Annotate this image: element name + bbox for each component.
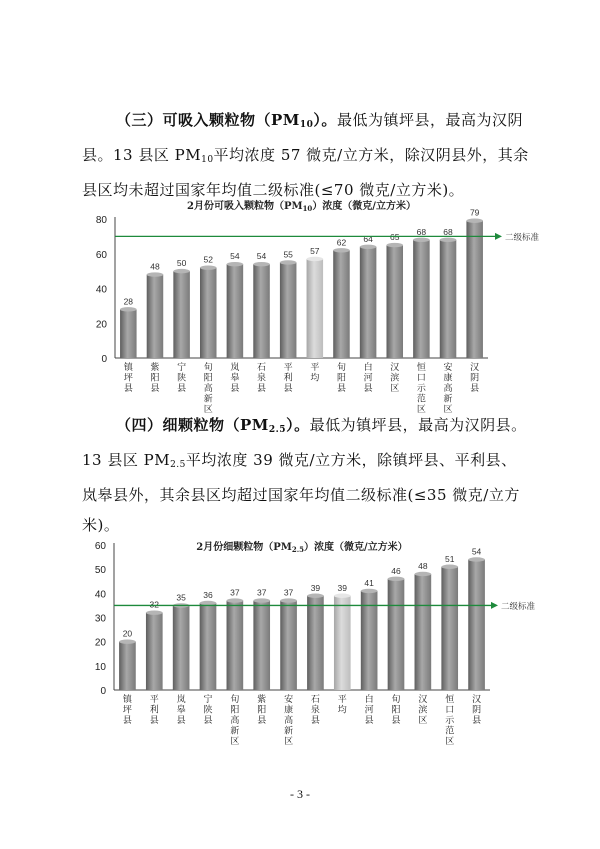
- category-label: 白河县: [363, 363, 373, 394]
- category-label: 镇坪县: [122, 695, 132, 726]
- data-label: 36: [203, 590, 213, 600]
- bar: [468, 560, 485, 691]
- bar: [280, 262, 297, 358]
- category-label: 紫阳县: [257, 695, 267, 726]
- bar: [200, 603, 217, 690]
- data-label: 41: [364, 577, 374, 588]
- section3-text3: 平均浓度 57 微克/立方米，除汉阴县外，其余县区均未超过国家年均值二级标准(≤70 微克/立方米)。: [82, 146, 529, 199]
- bar: [146, 613, 163, 690]
- category-label: 汉滨区: [390, 363, 400, 394]
- bar: [386, 245, 403, 358]
- category-label: 安康高新区: [284, 695, 294, 747]
- data-label: 48: [418, 561, 428, 571]
- chart-title: 2月份可吸入颗粒物$(PM_{10})$浓度（微克/立方米）: [187, 201, 416, 213]
- data-label: 57: [310, 245, 320, 256]
- data-label: 50: [176, 258, 187, 269]
- data-label: 54: [256, 251, 267, 262]
- bar: [440, 240, 457, 358]
- data-label: 54: [471, 546, 482, 557]
- category-label: 镇坪县: [123, 363, 133, 394]
- bar: [227, 264, 244, 358]
- bar: [253, 264, 270, 358]
- y-tick-label: 20: [95, 319, 107, 331]
- category-label: 安康高新区: [443, 363, 453, 415]
- category-label: 紫阳县: [150, 363, 160, 394]
- category-label: 恒口示范区: [416, 363, 426, 415]
- data-label: 79: [469, 207, 480, 218]
- bar: [307, 259, 324, 358]
- bar: [280, 601, 297, 690]
- data-label: 37: [283, 587, 294, 598]
- data-label: 39: [337, 582, 348, 593]
- data-label: 35: [176, 592, 186, 603]
- category-label: 宁陕县: [177, 363, 187, 394]
- y-tick-label: 20: [94, 637, 106, 649]
- category-label: 平利县: [283, 363, 293, 394]
- section4-paragraph: （四）细颗粒物$(PM_{2.5})$。最低为镇坪县，最高为汉阴县。13 县区 $PM_{2.5}$平均浓度 39 微克/立方米，除镇坪县、平利县、岚皋县外，其余县区均超过国家年均值二级标准(≤35 微克/立方米)。: [82, 416, 527, 534]
- y-tick-label: 10: [94, 661, 106, 673]
- y-tick-label: 0: [101, 354, 107, 365]
- page-number: - 3 -: [290, 787, 310, 801]
- data-label: 65: [390, 232, 400, 243]
- category-label: 石泉县: [257, 363, 267, 394]
- reference-arrow: [495, 233, 502, 240]
- category-label: 汉阴县: [472, 695, 482, 726]
- bar: [441, 567, 458, 690]
- section4-text2: 平均浓度 39 微克/立方米，除镇坪县、平利县、岚皋县外，其余县区均超过国家年均值二级标准(≤35 微克/立方米)。: [82, 451, 520, 534]
- chart-title: 2月份细颗粒物$(PM_{2.5})$浓度（微克/立方米）: [196, 542, 408, 554]
- bar: [360, 247, 377, 358]
- data-label: 54: [230, 251, 240, 262]
- category-label: 旬阳县: [391, 695, 401, 726]
- data-label: 51: [444, 553, 455, 564]
- category-label: 石泉县: [310, 695, 320, 726]
- y-tick-label: 40: [94, 589, 106, 601]
- section3-paragraph: （三）可吸入颗粒物$(PM_{10})$。最低为镇坪县，最高为汉阴县。13 县区 $PM_{10}$平均浓度 57 微克/立方米，除汉阴县外，其余县区均未超过国家年均值二级标准(≤70 微克/立方米)。: [82, 111, 529, 199]
- category-label: 岚皋县: [230, 363, 240, 394]
- bar: [415, 574, 432, 690]
- data-label: 52: [203, 254, 213, 265]
- bar: [227, 601, 244, 690]
- reference-label: 二级标准: [501, 601, 536, 612]
- category-label: 平均: [337, 695, 347, 716]
- data-label: 28: [123, 296, 134, 307]
- category-label: 恒口示范区: [445, 695, 455, 747]
- category-label: 白河县: [364, 695, 374, 726]
- data-label: 68: [443, 226, 453, 237]
- bar: [388, 579, 405, 690]
- y-tick-label: 80: [95, 215, 107, 226]
- y-tick-label: 0: [100, 686, 106, 697]
- category-label: 旬阳高新区: [203, 363, 213, 415]
- y-tick-label: 60: [94, 541, 106, 552]
- bar: [253, 601, 270, 690]
- data-label: 48: [150, 261, 160, 272]
- bar: [200, 268, 217, 358]
- bar: [120, 309, 137, 358]
- category-label: 汉滨区: [418, 695, 428, 726]
- bar: [119, 642, 136, 690]
- section4-heading: （四）细颗粒物$(PM_{2.5})$。: [116, 416, 310, 435]
- category-label: 平利县: [149, 695, 159, 726]
- data-label: 32: [149, 599, 160, 610]
- y-tick-label: 60: [95, 249, 107, 261]
- y-tick-label: 50: [94, 565, 106, 577]
- data-label: 46: [391, 565, 401, 576]
- pm25-chart: [0, 530, 600, 747]
- y-tick-label: 40: [95, 284, 107, 296]
- category-label: 岚皋县: [176, 695, 186, 726]
- data-label: 55: [283, 249, 293, 260]
- bar: [466, 221, 483, 358]
- category-label: 旬阳高新区: [230, 695, 240, 747]
- data-label: 37: [230, 587, 240, 598]
- category-label: 汉阴县: [470, 363, 480, 394]
- data-label: 39: [310, 582, 321, 593]
- bar: [307, 596, 324, 690]
- section3-text1: 最低为镇坪县，最高为汉阴县。: [82, 111, 523, 164]
- bar: [333, 250, 350, 358]
- bar: [147, 275, 164, 358]
- data-label: 20: [122, 628, 133, 639]
- pm10-chart-svg: [0, 193, 600, 415]
- data-label: 62: [336, 237, 347, 248]
- bar: [173, 271, 190, 358]
- bar: [413, 240, 430, 358]
- data-label: 68: [416, 226, 427, 237]
- bar: [334, 596, 351, 690]
- section4-text1: 最低为镇坪县，最高为汉阴县。13 县区 PM: [82, 416, 527, 469]
- category-label: 宁陕县: [203, 695, 213, 726]
- y-tick-label: 30: [94, 613, 106, 625]
- category-label: 旬阳县: [336, 363, 346, 394]
- category-label: 平均: [310, 363, 320, 384]
- bar: [173, 605, 190, 690]
- section3-heading: （三）可吸入颗粒物$(PM_{10})$。: [116, 111, 337, 130]
- reference-arrow: [491, 602, 498, 609]
- data-label: 64: [363, 233, 373, 244]
- reference-label: 二级标准: [505, 232, 540, 243]
- pm25-chart-svg: [0, 530, 600, 747]
- pm10-chart: [0, 193, 600, 415]
- data-label: 37: [256, 587, 267, 598]
